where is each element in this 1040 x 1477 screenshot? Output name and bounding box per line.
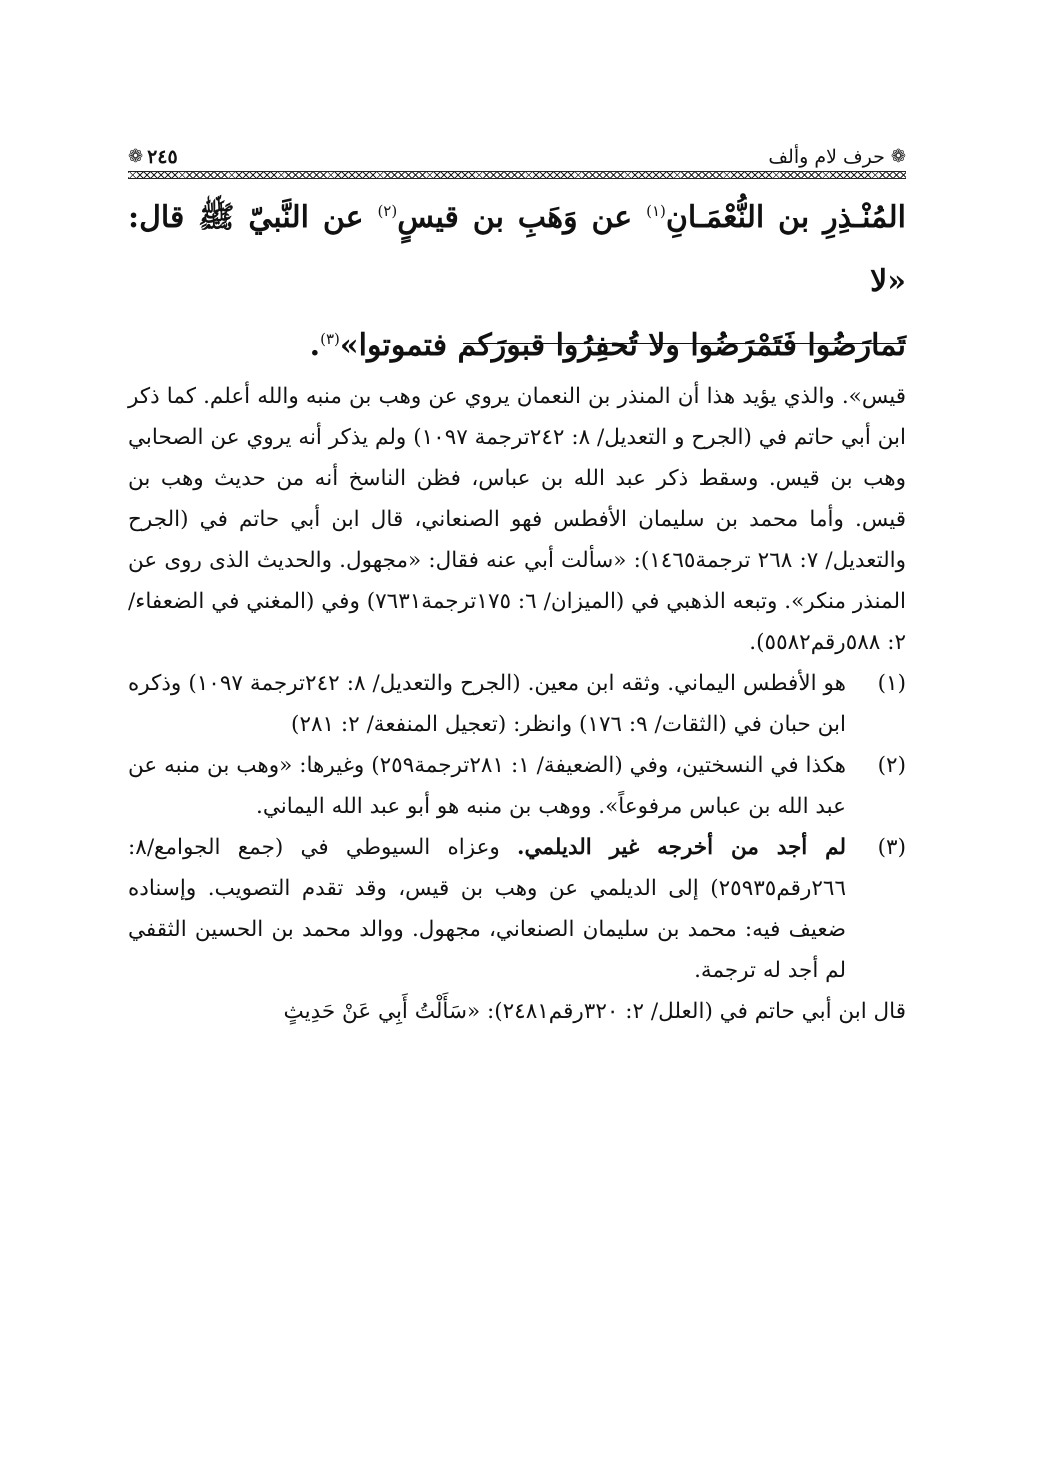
- footnotes-section: [128, 376, 906, 1032]
- footnote-2: [128, 745, 906, 827]
- footnote-text: [128, 827, 846, 991]
- hadith-text-segment: .: [309, 328, 321, 363]
- hadith-text-segment: تَمارَضُوا فَتَمْرَضُوا ولا تُحفِرُوا قبورَكم فتموتوا»: [339, 328, 906, 363]
- footnote-ref-3[interactable]: (٣): [320, 330, 340, 348]
- footnote-1: [128, 663, 906, 745]
- footnote-ref-1[interactable]: (١): [646, 202, 666, 220]
- chapter-title: حرف لام وألف: [768, 146, 885, 168]
- footnote-number: (٢): [877, 753, 906, 778]
- flower-ornament-icon: ❁: [128, 146, 144, 167]
- footnote-text: هو الأفطس اليماني. وثقه ابن معين. (الجرح والتعديل/ ٨: ٢٤٢ترجمة ١٠٩٧) وذكره ابن حبان في (الثقات/ ٩: ١٧٦) وانظر: (تعجيل المنفعة/ ٢: ٢٨١): [128, 671, 847, 737]
- footnote-body-text: وعزاه السيوطي في (جمع الجوامع/٨: ٢٦٦رقم٢٥٩٣٥) إلى الديلمي عن وهب بن قيس، وقد تقدم التصويب. وإسناده ضعيف فيه: محمد بن سليمان الصنعاني، مجهول. ووالد محمد بن الحسين الثقفي لم أجد له ترجمة.: [128, 835, 846, 983]
- header-page-number-block: [128, 143, 178, 171]
- hadith-text: [128, 186, 906, 378]
- footnote-number: (٣): [877, 835, 906, 860]
- footnote-separator: [463, 343, 906, 344]
- page-number: ٢٤٥: [147, 146, 178, 168]
- trailing-text: قال ابن أبي حاتم في (العلل/ ٢: ٣٢٠رقم٢٤٨١): «سَأَلْتُ أَبِي عَنْ حَدِيثٍ: [283, 999, 906, 1024]
- hadith-text-segment: عن وَهَبِ بن قيسٍ: [397, 200, 647, 235]
- header-decorative-rule: [128, 171, 906, 179]
- footnote-ref-2[interactable]: (٢): [377, 202, 398, 220]
- header-title-block: [768, 143, 906, 171]
- hadith-text-segment: عن النَّبيّ ﷺ قال: «لا: [128, 200, 906, 299]
- footnote-bold-text: لم أجد من أخرجه غير الديلمي.: [517, 835, 846, 860]
- page-header: [128, 143, 906, 177]
- hadith-line-2: [128, 314, 906, 378]
- hadith-text-segment: المُنْـذِرِ بن النُّعْمَـانِ: [665, 200, 907, 235]
- flower-ornament-icon: ❁: [890, 146, 906, 167]
- footnote-3: [128, 827, 906, 991]
- hadith-line-1: [128, 186, 906, 314]
- footnote-text: هكذا في النسختين، وفي (الضعيفة/ ١: ٢٨١ترجمة٢٥٩) وغيرها: «وهب بن منبه عن عبد الله بن عباس مرفوعاً». ووهب بن منبه هو أبو عبد الله اليماني.: [128, 753, 847, 819]
- footnote-number: (١): [877, 671, 906, 696]
- footnote-continuation: قيس». والذي يؤيد هذا أن المنذر بن النعمان يروي عن وهب بن منبه والله أعلم. كما ذكر ابن أبي حاتم في (الجرح و التعديل/ ٨: ٢٤٢ترجمة ١٠٩٧) ولم يذكر أنه يروي عن الصحابي وهب بن قيس. وسقط ذكر عبد الله بن عباس، فظن الناسخ أنه من حديث وهب بن قيس. وأما محمد بن سليمان الأفطس فهو الصنعاني، قال ابن أبي حاتم في (الجرح والتعديل/ ٧: ٢٦٨ ترجمة١٤٦٥): «سألت أبي عنه فقال: «مجهول. والحديث الذى روى عن المنذر منكر». وتبعه الذهبي في (الميزان/ ٦: ١٧٥ترجمة٧٦٣١) وفي (المغني في الضعفاء/ ٢: ٥٨٨رقم٥٥٨٢).: [128, 384, 907, 655]
